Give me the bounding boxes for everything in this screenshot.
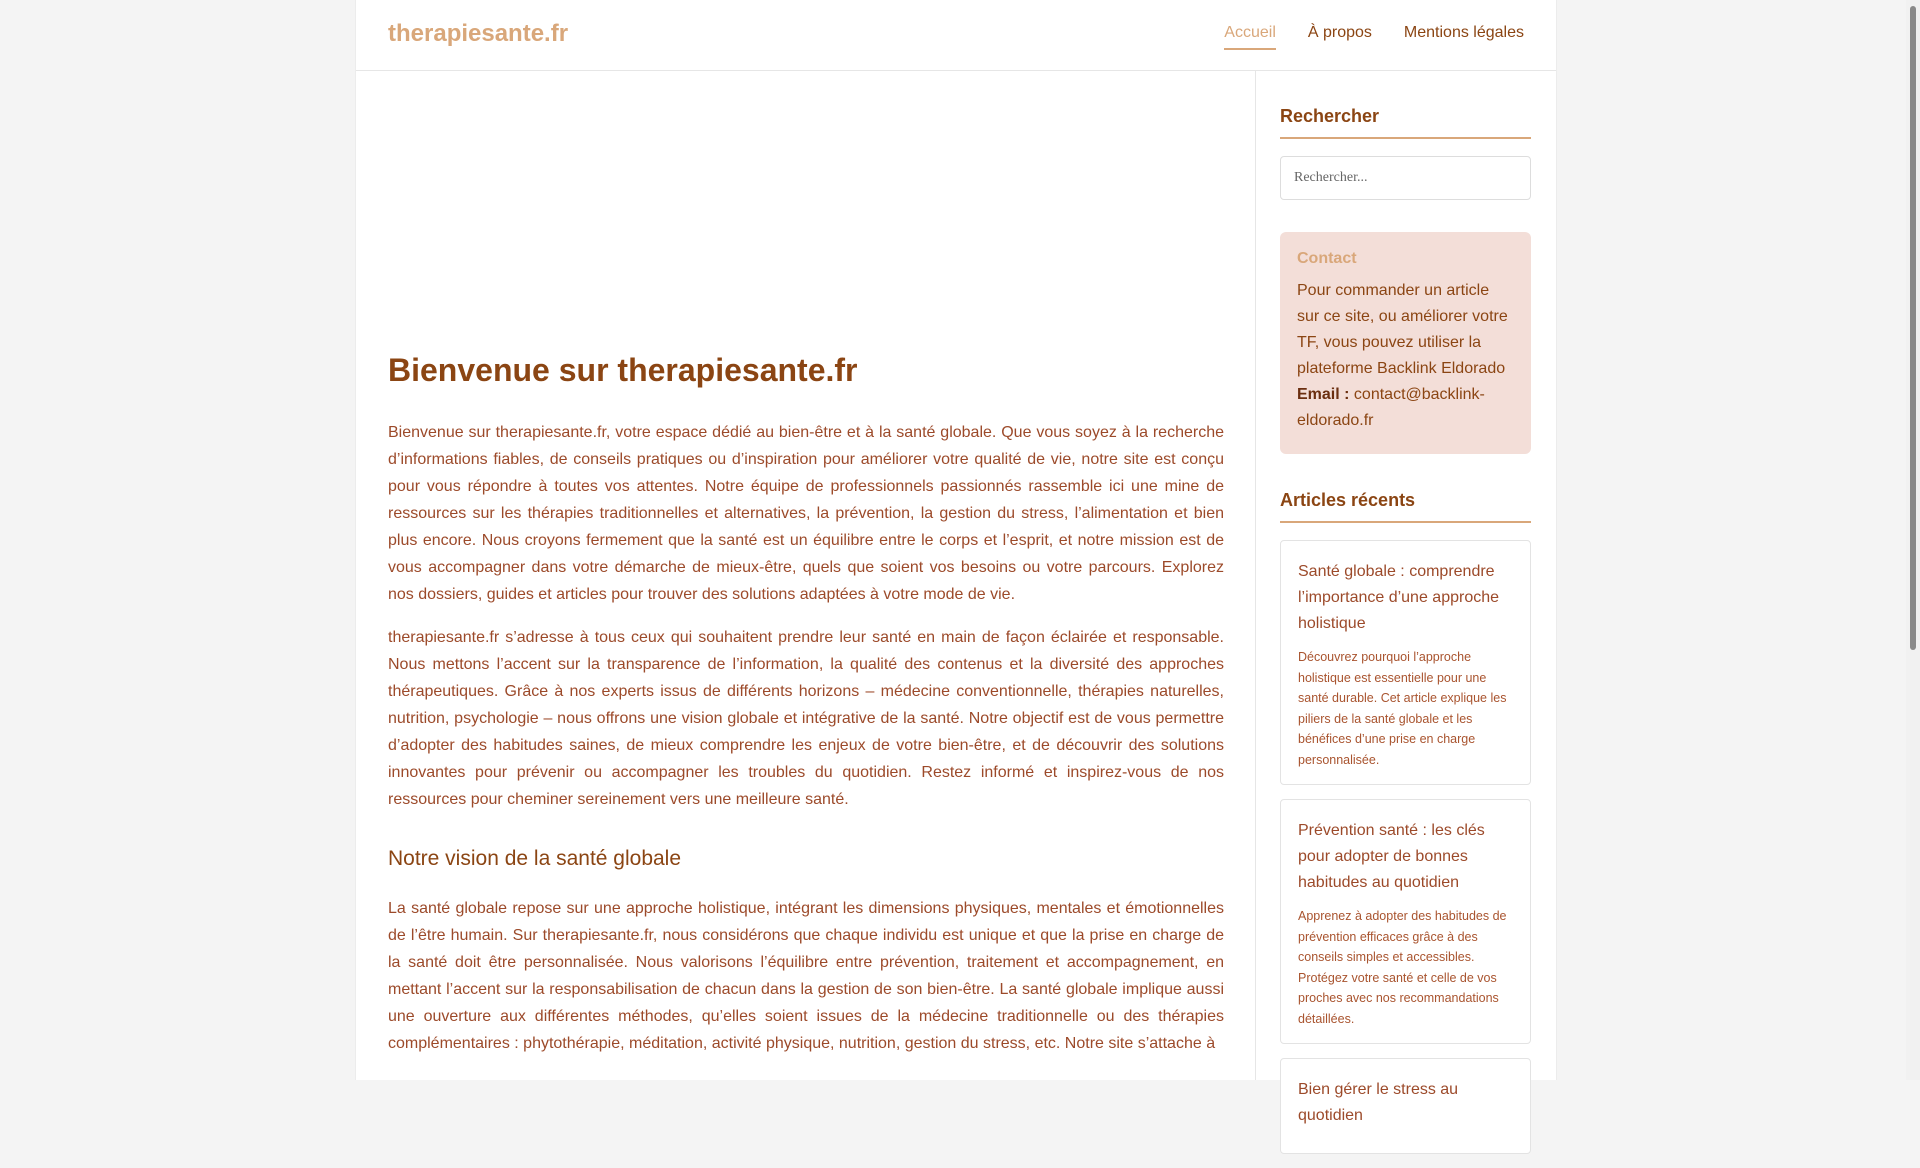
page-title: Bienvenue sur therapiesante.fr	[388, 352, 858, 388]
contact-email[interactable]: contact@backlink-eldorado.fr	[1297, 386, 1485, 429]
main-content	[356, 71, 1256, 1080]
recent-post-card	[1280, 799, 1531, 1044]
recent-post-excerpt: Apprenez à adopter des habitudes de prévention efficaces grâce à des conseils simples et accessibles. Protégez votre santé et celle de vos proches avec nos recommandations détaillées.	[1298, 909, 1507, 1026]
nav-item-a-propos[interactable]: À propos	[1307, 24, 1372, 41]
nav-item-accueil[interactable]: Accueil	[1224, 24, 1276, 50]
recent-post-title[interactable]: Santé globale : comprendre l’importance d’une approche holistique	[1298, 563, 1500, 632]
recent-post-title[interactable]: Bien gérer le stress au quotidien	[1298, 1081, 1459, 1124]
intro-paragraph-1: Bienvenue sur therapiesante.fr, votre espace dédié au bien-être et à la santé globale. Que vous soyez à la recherche d’informations fiables, de conseils pratiques ou d’inspiration pour améliorer votre qualité de vie, notre site est conçu pour vous répondre à toutes vos attentes. Notre équipe de professionnels passionnés rassemble ici une mine de ressources sur les thérapies traditionnelles et alternatives, la prévention, la gestion du stress, l’alimentation et bien plus encore. Nous croyons fermement que la santé est un équilibre entre le corps et l’esprit, et notre mission est de vous accompagner dans votre démarche de mieux-être, quels que soient vos besoins ou votre parcours. Explorez nos dossiers, guides et articles pour trouver des solutions adaptées à votre mode de vie.	[388, 424, 1224, 604]
page-scrollbar[interactable]	[1906, 0, 1920, 1080]
main-nav	[1224, 24, 1524, 50]
recent-post-card	[1280, 540, 1531, 785]
search-widget-title: Rechercher	[1280, 71, 1531, 139]
recent-articles-title: Articles récents	[1280, 454, 1531, 523]
recent-post-card	[1280, 1058, 1531, 1154]
nav-item-mentions-legales[interactable]: Mentions légales	[1403, 24, 1524, 41]
sidebar	[1280, 71, 1531, 1168]
ad-placeholder	[388, 71, 1224, 351]
article-body	[388, 71, 1224, 1073]
site-logo-link[interactable]: therapiesante.fr	[388, 20, 569, 47]
search-input[interactable]	[1280, 156, 1531, 200]
contact-title: Contact	[1297, 250, 1357, 267]
section-title: Notre vision de la santé globale	[388, 847, 682, 871]
section-paragraph: La santé globale repose sur une approche holistique, intégrant les dimensions physiques, mentales et émotionnelles de l’être humain. Sur therapiesante.fr, nous considérons que chaque individu est unique et que la prise en charge de la santé doit être personnalisée. Nous valorisons l’équilibre entre prévention, traitement et accompagnement, en mettant l’accent sur la responsabilisation de chacun dans la gestion de son bien-être. La santé globale implique aussi une ouverture aux différentes méthodes, qu’elles soient issues de la médecine traditionnelle ou des thérapies complémentaires : phytothérapie, méditation, activité physique, nutrition, gestion du stress, etc. Notre site s’attache à	[388, 900, 1224, 1053]
contact-description: Pour commander un article sur ce site, ou améliorer votre TF, vous pouvez utiliser la plateforme Backlink Eldorado	[1297, 282, 1508, 377]
recent-post-title[interactable]: Prévention santé : les clés pour adopter de bonnes habitudes au quotidien	[1298, 822, 1485, 891]
contact-box	[1280, 232, 1531, 454]
page-container	[355, 0, 1557, 1124]
intro-paragraph-2: therapiesante.fr s’adresse à tous ceux qui souhaitent prendre leur santé en main de façon éclairée et responsable. Nous mettons l’accent sur la transparence de l’information, la qualité des contenus et la diversité des approches thérapeutiques. Grâce à nos experts issus de différents horizons – médecine conventionnelle, thérapies naturelles, nutrition, psychologie – nous offrons une vision globale et intégrative de la santé. Notre objectif est de vous permettre d’adopter des habitudes saines, de mieux comprendre les enjeux de votre bien-être, et de découvrir des solutions innovantes pour prévenir ou accompagner les troubles du quotidien. Restez informé et inspirez-vous de nos ressources pour cheminer sereinement vers une meilleure santé.	[388, 629, 1224, 809]
recent-post-excerpt: Découvrez pourquoi l’approche holistique est essentielle pour une santé durable. Cet article explique les piliers de la santé globale et les bénéfices d’une prise en charge personnalisée.	[1298, 650, 1507, 767]
contact-text	[1297, 278, 1514, 434]
contact-email-label: Email :	[1297, 386, 1350, 403]
scrollbar-thumb[interactable]	[1910, 6, 1916, 650]
site-header	[356, 0, 1556, 71]
